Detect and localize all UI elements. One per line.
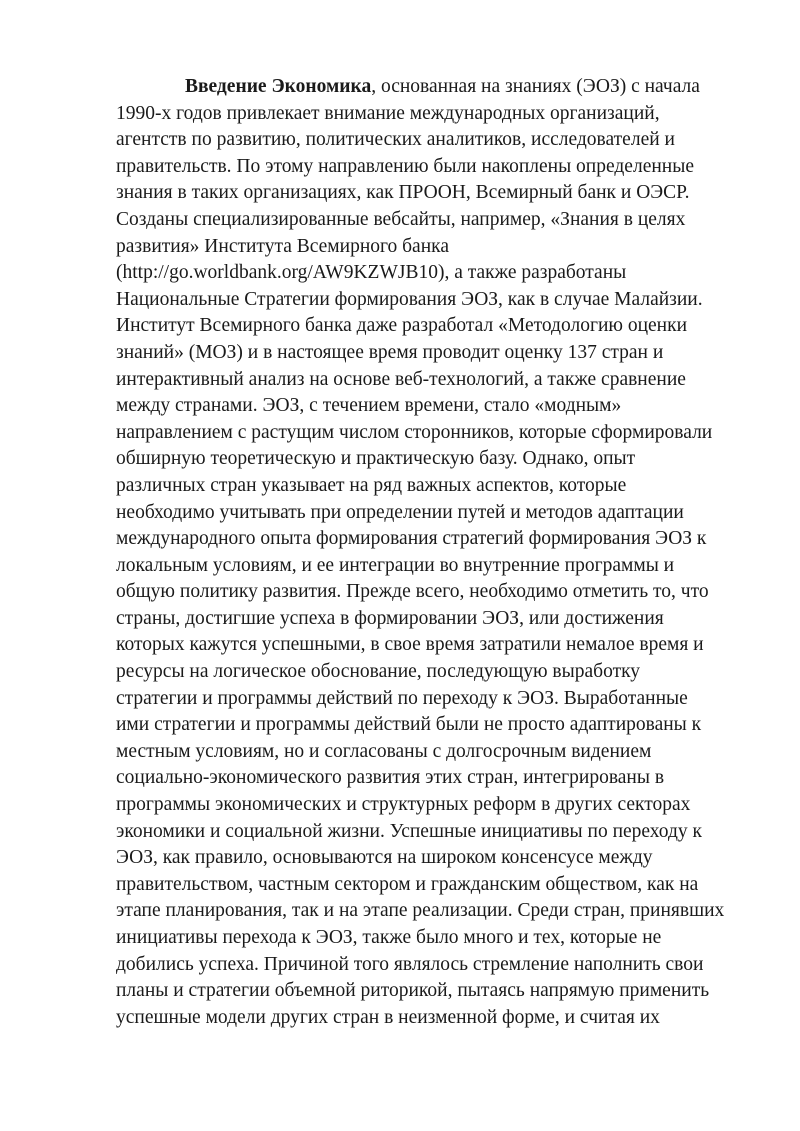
paragraph-line: различных стран указывает на ряд важных аспектов, которые	[116, 474, 627, 496]
paragraph-line: знаний» (МОЗ) и в настоящее время проводит оценку 137 стран и	[116, 341, 664, 363]
paragraph-line: знания в таких организациях, как ПРООН, Всемирный банк и ОЭСР.	[116, 182, 690, 204]
paragraph-line: между странами. ЭОЗ, с течением времени, стало «модным»	[116, 395, 622, 417]
paragraph-line: (http://go.worldbank.org/AW9KZWJB10), а также разработаны	[116, 262, 627, 284]
paragraph-line: направлением с растущим числом сторонников, которые сформировали	[116, 421, 713, 443]
paragraph-line: обширную теоретическую и практическую базу. Однако, опыт	[116, 448, 636, 470]
paragraph-line: правительств. По этому направлению были накоплены определенные	[116, 155, 694, 177]
paragraph-line: Национальные Стратегии формирования ЭОЗ, как в случае Малайзии.	[116, 288, 703, 310]
paragraph-line: 1990-х годов привлекает внимание международных организаций,	[116, 102, 660, 124]
paragraph-first-line	[116, 74, 756, 101]
paragraph-line: стратегии и программы действий по переходу к ЭОЗ. Выработанные	[116, 687, 688, 709]
paragraph-line: развития» Института Всемирного банка	[116, 235, 449, 257]
paragraph-line: социально-экономического развития этих стран, интегрированы в	[116, 767, 665, 789]
first-line-text: , основанная на знаниях (ЭОЗ) с начала	[371, 76, 700, 97]
paragraph-line: локальным условиям, и ее интеграции во внутренние программы и	[116, 554, 675, 576]
paragraph-line: общую политику развития. Прежде всего, необходимо отметить то, что	[116, 581, 709, 603]
section-heading: Введение Экономика	[185, 76, 372, 97]
paragraph-line: страны, достигшие успеха в формировании ЭОЗ, или достижения	[116, 607, 664, 629]
paragraph-line: необходимо учитывать при определении путей и методов адаптации	[116, 501, 684, 523]
paragraph-line: ресурсы на логическое обоснование, последующую выработку	[116, 661, 641, 683]
paragraph-line: экономики и социальной жизни. Успешные инициативы по переходу к	[116, 820, 703, 842]
paragraph-line: ЭОЗ, как правило, основываются на широком консенсусе между	[116, 847, 653, 869]
paragraph-line: правительством, частным сектором и гражданским обществом, как на	[116, 873, 699, 895]
paragraph-line: добились успеха. Причиной того являлось стремление наполнить свои	[116, 953, 704, 975]
paragraph-line: ими стратегии и программы действий были не просто адаптированы к	[116, 714, 702, 736]
paragraph-line: местным условиям, но и согласованы с долгосрочным видением	[116, 740, 652, 762]
paragraph-line: интерактивный анализ на основе веб-технологий, а также сравнение	[116, 368, 686, 390]
paragraph-line: планы и стратегии объемной риторикой, пытаясь напрямую применить	[116, 980, 710, 1002]
paragraph-line: агентств по развитию, политических аналитиков, исследователей и	[116, 129, 675, 151]
paragraph-line: инициативы перехода к ЭОЗ, также было много и тех, которые не	[116, 927, 662, 948]
paragraph-lines	[116, 101, 756, 1032]
paragraph-line: которых кажутся успешными, в свое время затратили немалое время и	[116, 634, 704, 656]
paragraph-line: Созданы специализированные вебсайты, например, «Знания в целях	[116, 208, 686, 230]
paragraph-line: международного опыта формирования стратегий формирования ЭОЗ к	[116, 528, 707, 550]
body-paragraph	[116, 74, 756, 1031]
paragraph-line: программы экономических и структурных реформ в других секторах	[116, 794, 691, 816]
paragraph-line: Институт Всемирного банка даже разработал «Методологию оценки	[116, 315, 688, 337]
paragraph-line: успешные модели других стран в неизменной форме, и считая их	[116, 1006, 660, 1028]
paragraph-line: этапе планирования, так и на этапе реализации. Среди стран, принявших	[116, 900, 725, 922]
